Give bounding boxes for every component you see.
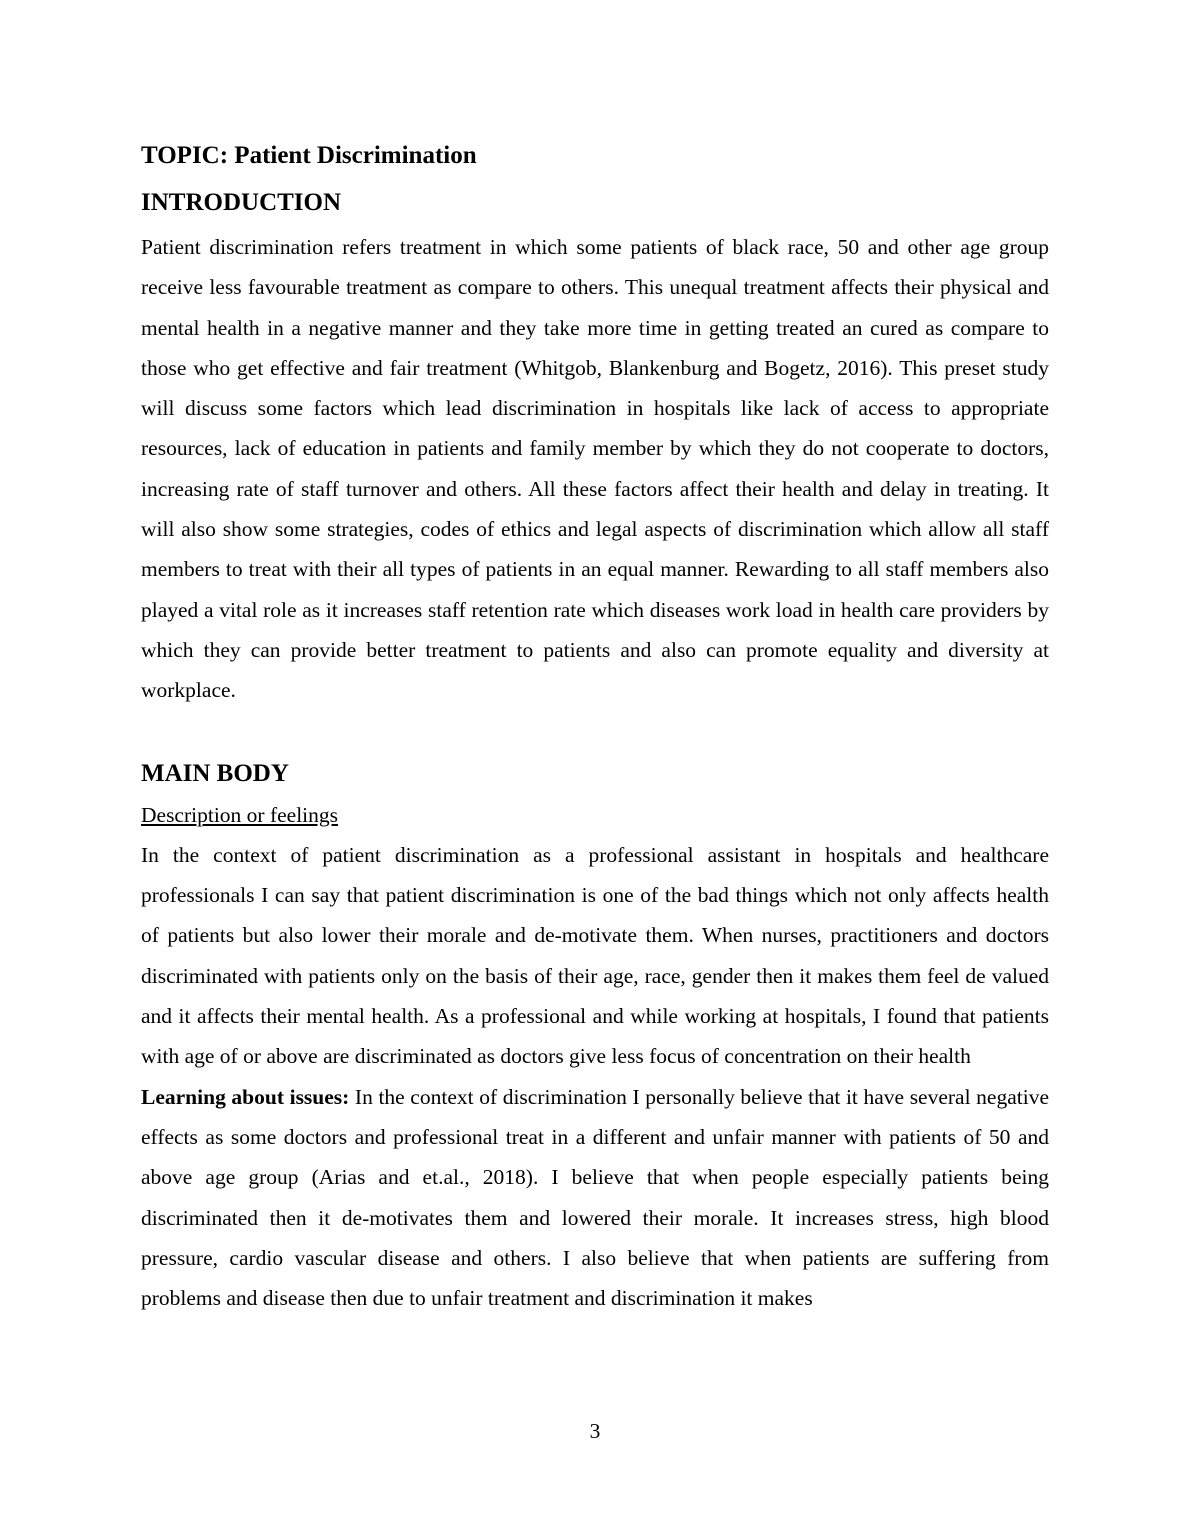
introduction-heading: INTRODUCTION — [141, 189, 342, 216]
learning-label: Learning about issues: — [141, 1084, 350, 1109]
page-number: 3 — [589, 1419, 601, 1443]
learning-text: In the context of discrimination I personally believe that it have several negative effects as some doctors and professional treat in a different and unfair manner with patients of 50 and above age group (Arias and et.al., 2018). I believe that when people especially patients being discriminated then it de-motivates them and lowered their morale. It increases stress, high blood pressure, cardio vascular disease and others. I also believe that when patients are suffering from problems and disease then due to unfair treatment and discrimination it makes — [141, 1084, 1049, 1311]
page-content — [141, 138, 1049, 1318]
introduction-paragraph: Patient discrimination refers treatment in which some patients of black race, 50 and other age group receive less favourable treatment as compare to others. This unequal treatment affects their physical and mental health in a negative manner and they take more time in getting treated an cured as compare to those who get effective and fair treatment (Whitgob, Blankenburg and Bogetz, 2016). This preset study will discuss some factors which lead discrimination in hospitals like lack of access to appropriate resources, lack of education in patients and family member by which they do not cooperate to doctors, increasing rate of staff turnover and others. All these factors affect their health and delay in treating. It will also show some strategies, codes of ethics and legal aspects of discrimination which allow all staff members to treat with their all types of patients in an equal manner. Rewarding to all staff members also played a vital role as it increases staff retention rate which diseases work load in health care providers by which they can provide better treatment to patients and also can promote equality and diversity at workplace. — [141, 235, 1049, 703]
description-subheading: Description or feelings — [141, 802, 339, 827]
topic-heading: TOPIC: Patient Discrimination — [141, 142, 477, 169]
learning-paragraph — [141, 1077, 1049, 1319]
main-body-heading: MAIN BODY — [141, 759, 289, 787]
description-paragraph: In the context of patient discrimination as a professional assistant in hospitals and healthcare professionals I can say that patient discrimination is one of the bad things which not only affects health of patients but also lower their morale and de-motivate them. When nurses, practitioners and doctors discriminated with patients only on the basis of their age, race, gender then it makes them feel de valued and it affects their mental health. As a professional and while working at hospitals, I found that patients with age of or above are discriminated as doctors give less focus of concentration on their health — [141, 842, 1049, 1069]
